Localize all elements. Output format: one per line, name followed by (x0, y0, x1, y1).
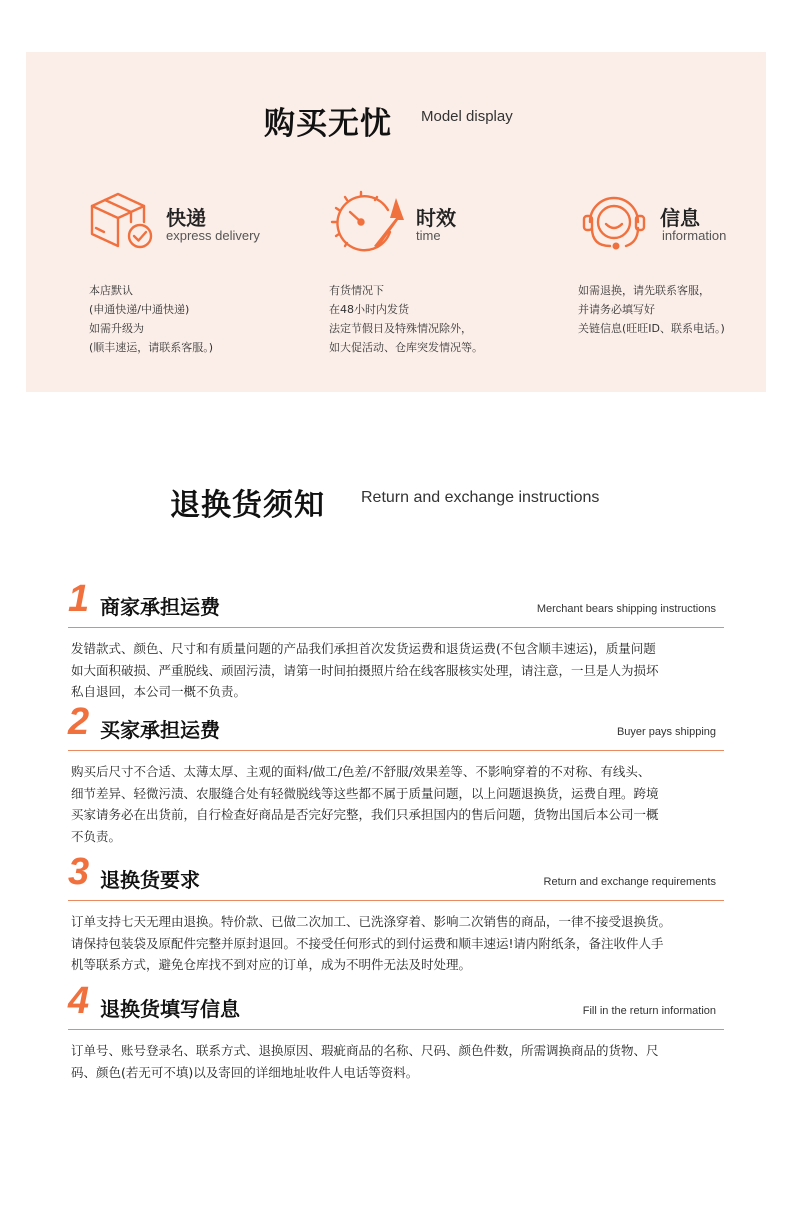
delivery-box-icon (86, 188, 156, 254)
desc-line: 如大促活动、仓库突发情况等。 (329, 341, 483, 354)
rule-header (68, 578, 724, 628)
rule-body (68, 1030, 724, 1083)
rule-body (68, 901, 724, 976)
rule-title-en: Return and exchange requirements (543, 876, 716, 888)
rule-line: 发错款式、颜色、尺寸和有质量问题的产品我们承担首次发货运费和退货运费(不包含顺丰速运)，质量问题 (71, 641, 656, 656)
desc-line: (顺丰速运，请联系客服。) (89, 341, 214, 354)
rule-number: 3 (68, 851, 90, 893)
rule-header (68, 980, 724, 1030)
card-title-en: Model display (421, 108, 513, 125)
rule-exchange-requirements (68, 851, 724, 976)
rule-buyer-shipping (68, 701, 724, 847)
rule-line: 不负责。 (71, 828, 122, 844)
rule-title-en: Fill in the return information (582, 1005, 716, 1017)
rule-title: 退换货填写信息 (100, 997, 240, 1021)
rule-line: 细节差异、轻微污渍、农服缝合处有轻微脱线等这些都不属于质量问题，以上问题退换货，运费自理。跨境 (71, 785, 659, 801)
feature-delivery (86, 188, 316, 258)
desc-line: 有货情况下 (329, 284, 384, 297)
rule-header (68, 851, 724, 901)
purchase-assurance-card (26, 52, 766, 392)
rule-title: 退换货要求 (100, 868, 200, 892)
feature-time (328, 188, 558, 258)
desc-line: 关链信息(旺旺ID、联系电话。) (578, 322, 725, 335)
rule-title-en: Buyer pays shipping (616, 726, 716, 738)
feature-name: 时效 (416, 206, 456, 230)
rule-line: 码、颜色(若无可不填)以及寄回的详细地址收件人电话等资料。 (71, 1064, 419, 1080)
rule-line: 买家请务必在出货前，自行检查好商品是否完好完整，我们只承担国内的售后问题，货物出国后本公司一概 (71, 807, 659, 822)
desc-line: 法定节假日及特殊情况除外， (329, 322, 472, 335)
feature-description-information (578, 281, 725, 338)
rule-body (68, 751, 724, 847)
rule-title: 买家承担运费 (100, 718, 220, 742)
feature-name: 信息 (660, 206, 700, 230)
headset-icon (576, 188, 652, 254)
rule-title: 商家承担运费 (100, 595, 220, 619)
rule-line: 机等联系方式，避免仓库找不到对应的订单，成为不明件无法及时处理。 (71, 957, 472, 972)
rule-line: 请保持包装袋及原配件完整并原封退回。不接受任何形式的到付运费和顺丰速运!请内附纸条，备注收件人手 (71, 935, 664, 951)
rule-line: 私自退回，本公司一概不负责。 (71, 684, 247, 699)
desc-line: 在48小时内发货 (329, 303, 409, 316)
rule-line: 如大面积破损、严重脱线、顽固污渍，请第一时间拍摄照片给在线客服核实处理，请注意，一旦是人为损坏 (71, 662, 659, 678)
feature-information (576, 188, 790, 258)
rule-number: 2 (68, 701, 90, 743)
feature-name-en: express delivery (166, 228, 260, 243)
feature-name: 快递 (166, 206, 206, 230)
rule-line: 购买后尺寸不合适、太薄太厚、主观的面料/做工/色差/不舒服/效果差等、不影响穿着的不对称、有线头、 (71, 764, 651, 779)
desc-line: (申通快递/中通快递) (89, 303, 190, 316)
clock-arrow-icon (328, 188, 406, 254)
rule-merchant-shipping (68, 578, 724, 703)
card-title: 购买无忧 (264, 106, 392, 142)
desc-line: 本店默认 (89, 284, 133, 297)
section-title-en: Return and exchange instructions (361, 489, 600, 506)
feature-name-en: information (662, 228, 727, 243)
rule-return-information (68, 980, 724, 1083)
desc-line: 如需退换，请先联系客服， (578, 284, 710, 297)
feature-name-en: time (416, 228, 441, 243)
feature-description-time (329, 281, 483, 357)
feature-description-delivery (89, 281, 213, 357)
desc-line: 如需升级为 (89, 322, 144, 335)
rule-title-en: Merchant bears shipping instructions (536, 603, 716, 615)
rule-body (68, 628, 724, 703)
rule-header (68, 701, 724, 751)
rule-line: 订单号、账号登录名、联系方式、退换原因、瑕疵商品的名称、尺码、颜色件数，所需调换商品的货物、尺 (71, 1043, 659, 1058)
desc-line: 并请务必填写好 (578, 303, 655, 316)
rule-line: 订单支持七天无理由退换。特价款、已做二次加工、已洗涤穿着、影响二次销售的商品，一律不接受退换货。 (71, 914, 672, 929)
rule-number: 1 (68, 578, 90, 620)
rule-number: 4 (68, 980, 90, 1022)
section-title: 退换货须知 (170, 488, 325, 523)
